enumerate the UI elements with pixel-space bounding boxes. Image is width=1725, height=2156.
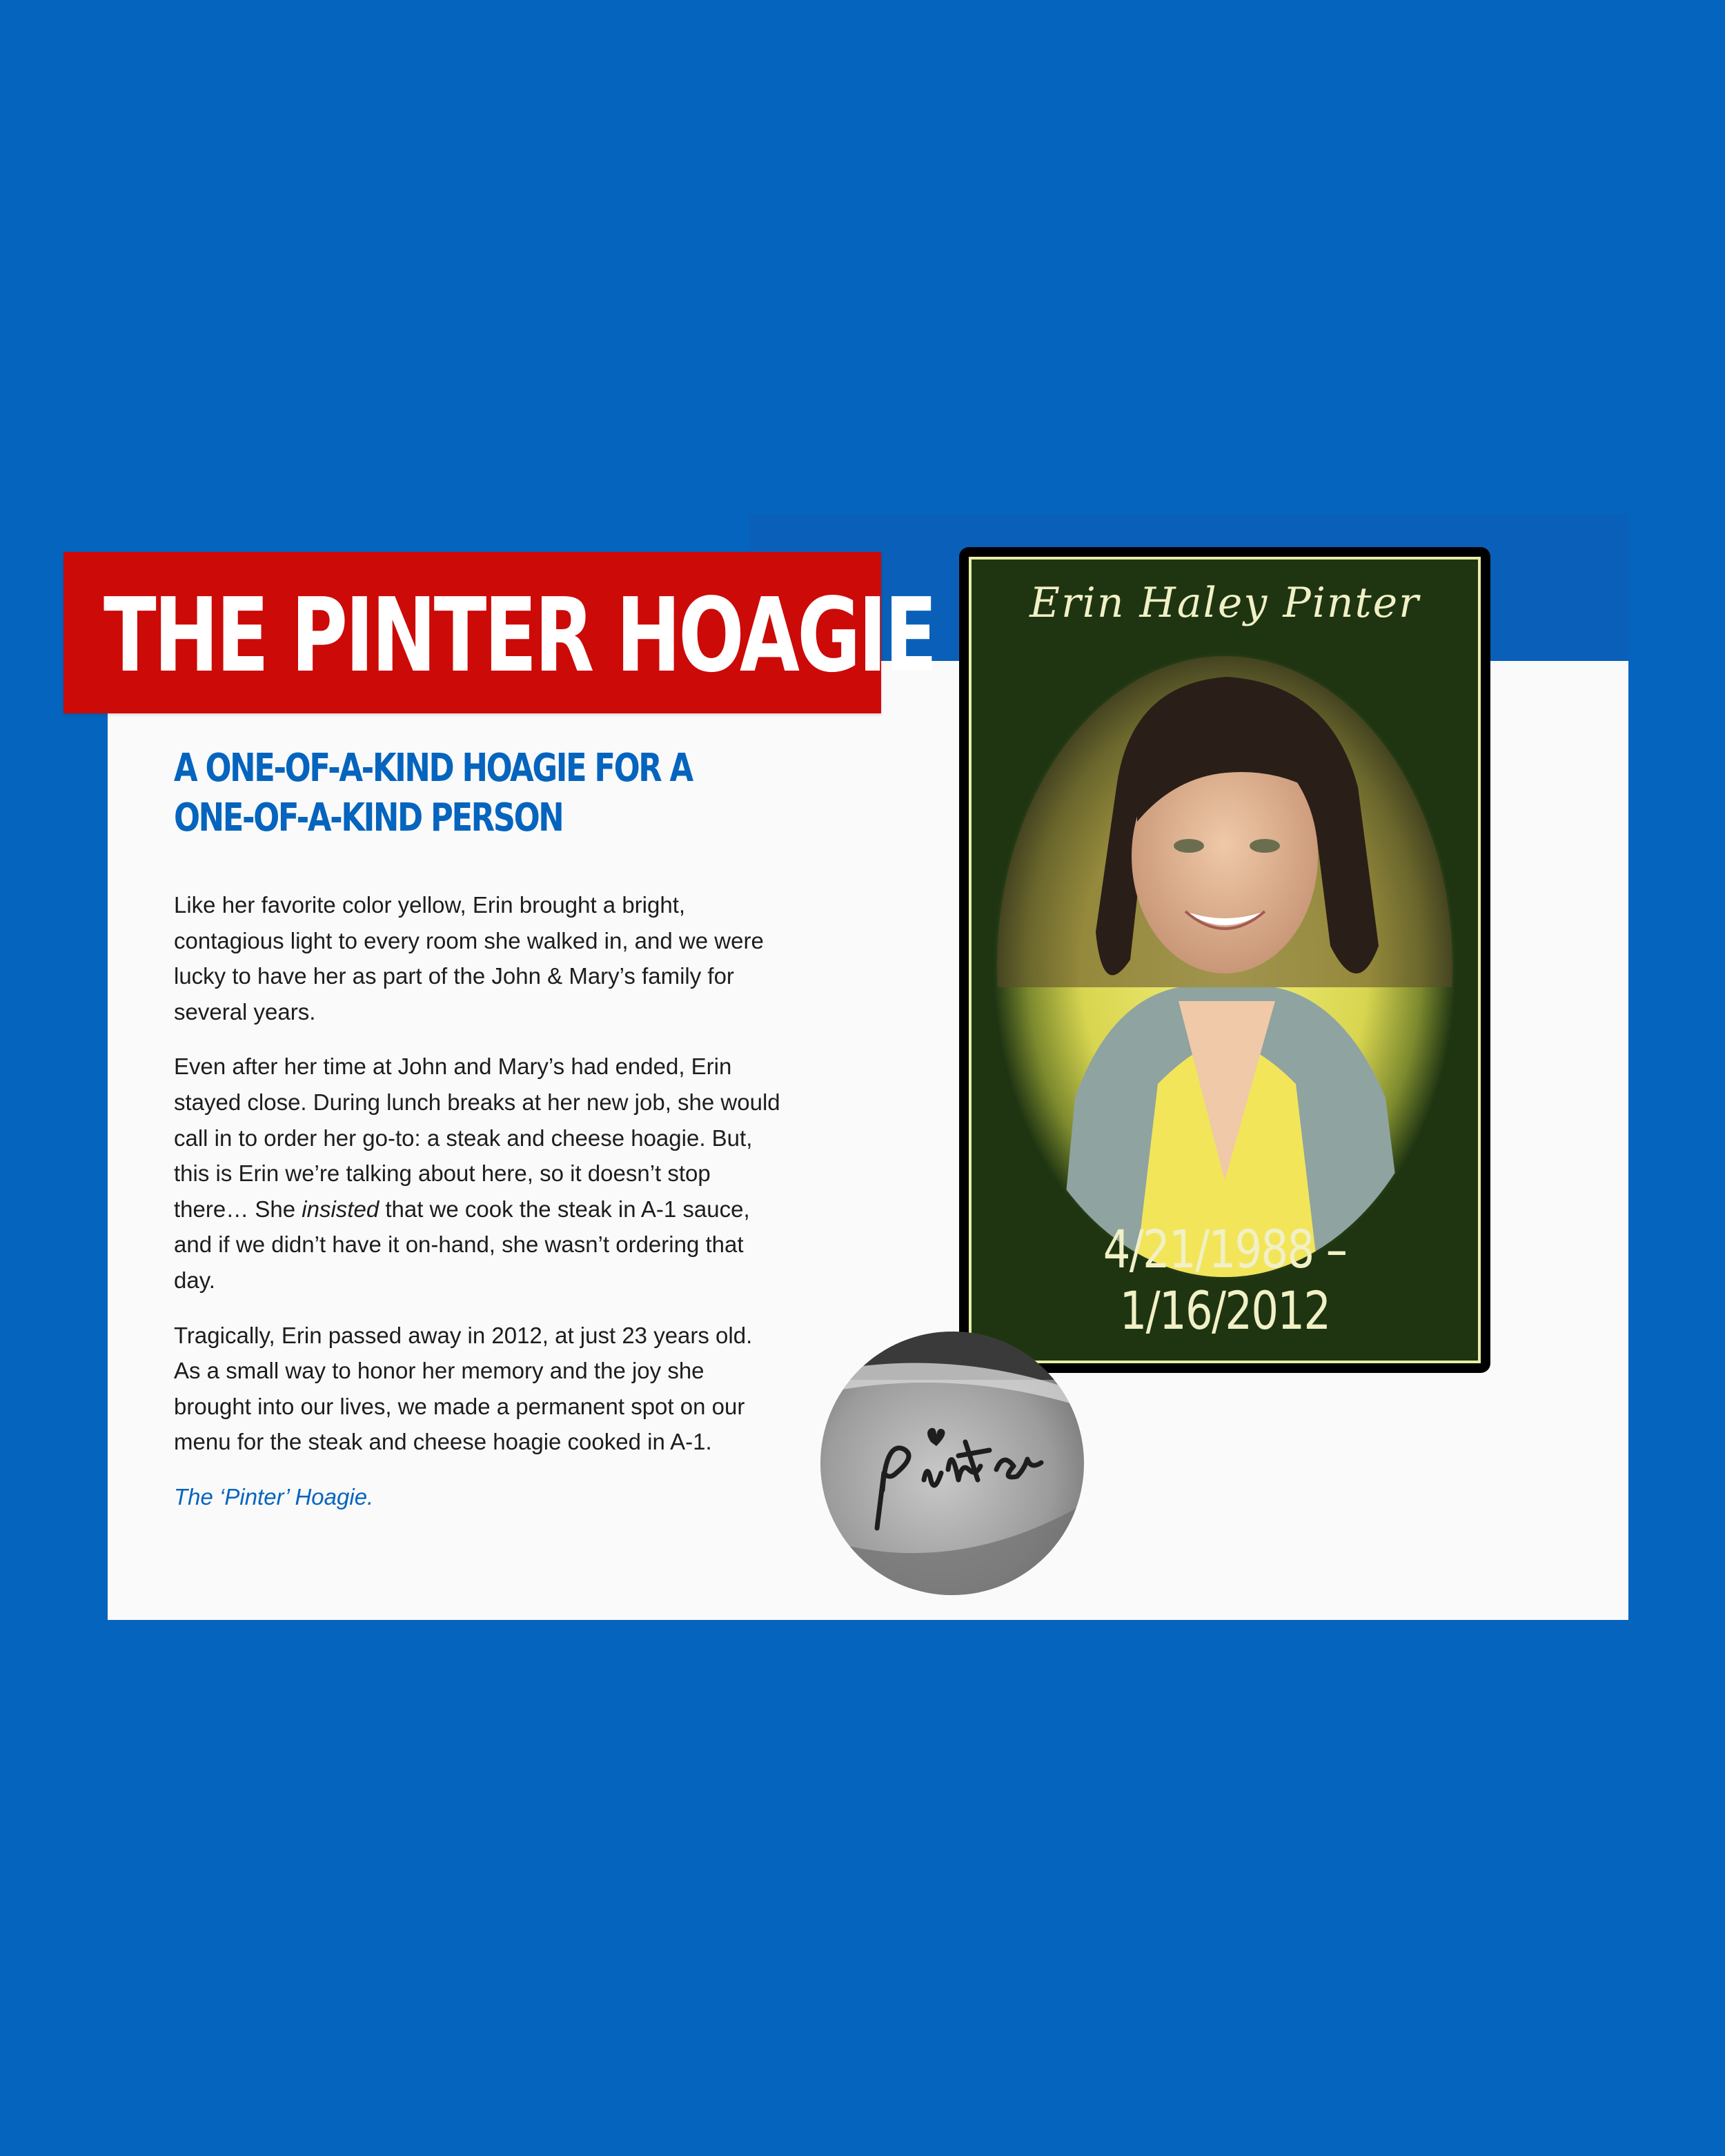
memorial-name: Erin Haley Pinter bbox=[1029, 579, 1420, 627]
memorial-photo bbox=[959, 547, 1490, 1373]
signature-illustration bbox=[820, 1332, 1084, 1595]
story-text bbox=[174, 887, 781, 1534]
signoff: The ‘Pinter’ Hoagie. bbox=[174, 1483, 374, 1510]
paragraph-2-start: Even after her time at John and Mary’s had ended, Erin stayed close. During lunch breaks at her new job, she would call in to order her go-to: a steak and cheese hoagie. But, this is Erin we’re talking about here, so it doesn’t stop there… She bbox=[174, 1054, 780, 1222]
paragraph-3: Tragically, Erin passed away in 2012, at just 23 years old. As a small way to honor her memory and the joy she brought into our lives, we made a permanent spot on our menu for the steak and cheese hoagie cooked in A-1. bbox=[174, 1322, 753, 1455]
paragraph-2-emphasis: insisted bbox=[302, 1196, 379, 1222]
title-banner bbox=[63, 552, 935, 713]
paragraph-2 bbox=[174, 1049, 781, 1298]
subheading bbox=[174, 744, 795, 843]
signature-tattoo-photo bbox=[820, 1332, 1084, 1595]
paragraph-1: Like her favorite color yellow, Erin brought a bright, contagious light to every room she walked in, and we were lucky to have her as part of the John & Mary’s family for several years. bbox=[174, 892, 764, 1025]
subheading-line-1: A ONE-OF-A-KIND HOAGIE FOR A bbox=[174, 746, 692, 791]
paragraph-2-end: that we cook the steak in A-1 sauce, and if we didn’t have it on-hand, she wasn’t ordering that day. bbox=[174, 1196, 750, 1293]
subheading-line-2: ONE-OF-A-KIND PERSON bbox=[174, 795, 563, 840]
memorial-dates: 4/21/1988 – 1/16/2012 bbox=[1103, 1218, 1347, 1341]
memorial-photo-image bbox=[969, 557, 1481, 1363]
page-title: THE PINTER HOAGIE bbox=[103, 576, 935, 695]
